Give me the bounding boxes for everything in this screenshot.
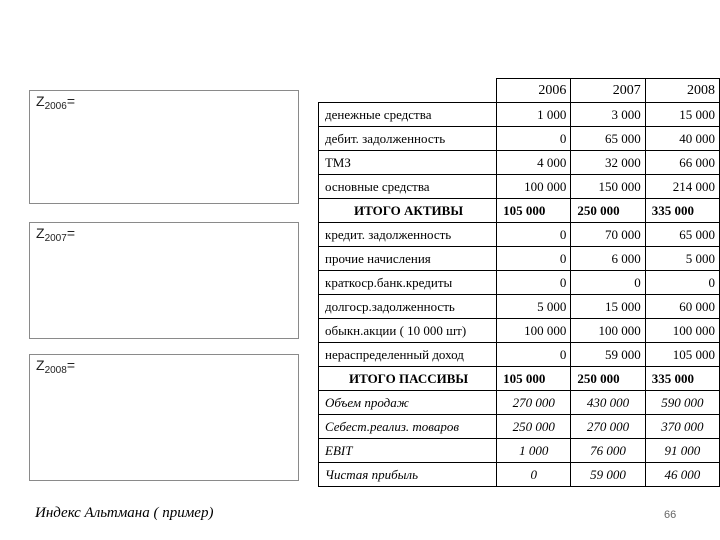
value-cell-2007: 32 000 (571, 151, 645, 175)
value-cell-2007: 250 000 (571, 199, 645, 223)
value-cell-2008: 105 000 (645, 343, 719, 367)
table-row (319, 367, 720, 391)
row-label: прочие начисления (319, 247, 497, 271)
table-row (319, 199, 720, 223)
row-label: ТМЗ (319, 151, 497, 175)
value-cell-2006: 270 000 (497, 391, 571, 415)
value-cell-2007: 250 000 (571, 367, 645, 391)
row-label: обыкн.акции ( 10 000 шт) (319, 319, 497, 343)
value-cell-2008: 91 000 (645, 439, 719, 463)
table-row (319, 247, 720, 271)
table-row (319, 439, 720, 463)
value-cell-2007: 270 000 (571, 415, 645, 439)
table-row (319, 391, 720, 415)
value-cell-2007: 65 000 (571, 127, 645, 151)
value-cell-2008: 370 000 (645, 415, 719, 439)
z-2007-box (29, 222, 299, 339)
value-cell-2008: 0 (645, 271, 719, 295)
value-cell-2007: 59 000 (571, 343, 645, 367)
value-cell-2008: 60 000 (645, 295, 719, 319)
value-cell-2008: 40 000 (645, 127, 719, 151)
table-row (319, 463, 720, 487)
value-cell-2007: 150 000 (571, 175, 645, 199)
slide-title: Индекс Альтмана ( пример) (35, 505, 214, 521)
value-cell-2008: 335 000 (645, 199, 719, 223)
value-cell-2007: 15 000 (571, 295, 645, 319)
value-cell-2008: 65 000 (645, 223, 719, 247)
value-cell-2006: 0 (497, 223, 571, 247)
value-cell-2007: 59 000 (571, 463, 645, 487)
row-label: денежные средства (319, 103, 497, 127)
table-row (319, 295, 720, 319)
value-cell-2007: 0 (571, 271, 645, 295)
row-label: краткоср.банк.кредиты (319, 271, 497, 295)
value-cell-2008: 15 000 (645, 103, 719, 127)
z-2007-label: $Z_{2007}=$ (36, 225, 75, 244)
value-cell-2007: 100 000 (571, 319, 645, 343)
value-cell-2006: 0 (497, 343, 571, 367)
year-header-2008: 2008 (645, 79, 719, 103)
table-row (319, 127, 720, 151)
value-cell-2006: 0 (497, 127, 571, 151)
financial-table (318, 78, 720, 487)
value-cell-2006: 105 000 (497, 199, 571, 223)
table-row (319, 415, 720, 439)
value-cell-2006: 0 (497, 247, 571, 271)
year-header-2007: 2007 (571, 79, 645, 103)
value-cell-2006: 4 000 (497, 151, 571, 175)
z-2008-label: $Z_{2008}=$ (36, 357, 75, 376)
value-cell-2007: 76 000 (571, 439, 645, 463)
value-cell-2007: 430 000 (571, 391, 645, 415)
value-cell-2008: 590 000 (645, 391, 719, 415)
value-cell-2008: 214 000 (645, 175, 719, 199)
table-row (319, 103, 720, 127)
z-2006-box (29, 90, 299, 204)
table-header-row (319, 79, 720, 103)
row-label: дебит. задолженность (319, 127, 497, 151)
row-label: нераспределенный доход (319, 343, 497, 367)
table-row (319, 319, 720, 343)
row-label: ИТОГО ПАССИВЫ (319, 367, 497, 391)
row-label: ИТОГО АКТИВЫ (319, 199, 497, 223)
value-cell-2006: 0 (497, 271, 571, 295)
row-label: Чистая прибыль (319, 463, 497, 487)
table-row (319, 343, 720, 367)
row-label: Объем продаж (319, 391, 497, 415)
row-label: Себест.реализ. товаров (319, 415, 497, 439)
value-cell-2007: 3 000 (571, 103, 645, 127)
table-row (319, 271, 720, 295)
value-cell-2006: 5 000 (497, 295, 571, 319)
row-label: долгоср.задолженность (319, 295, 497, 319)
value-cell-2006: 105 000 (497, 367, 571, 391)
value-cell-2006: 100 000 (497, 175, 571, 199)
value-cell-2008: 46 000 (645, 463, 719, 487)
value-cell-2006: 100 000 (497, 319, 571, 343)
value-cell-2007: 70 000 (571, 223, 645, 247)
value-cell-2008: 335 000 (645, 367, 719, 391)
row-label: кредит. задолженность (319, 223, 497, 247)
z-2008-box (29, 354, 299, 481)
value-cell-2006: 1 000 (497, 103, 571, 127)
table-row (319, 151, 720, 175)
row-label: EBIT (319, 439, 497, 463)
z-2006-label: $Z_{2006}=$ (36, 93, 75, 112)
value-cell-2008: 66 000 (645, 151, 719, 175)
page-number: 66 (664, 509, 677, 521)
value-cell-2006: 1 000 (497, 439, 571, 463)
header-blank-cell (319, 79, 497, 103)
value-cell-2006: 250 000 (497, 415, 571, 439)
year-header-2006: 2006 (497, 79, 571, 103)
table-row (319, 223, 720, 247)
value-cell-2008: 5 000 (645, 247, 719, 271)
value-cell-2008: 100 000 (645, 319, 719, 343)
value-cell-2007: 6 000 (571, 247, 645, 271)
value-cell-2006: 0 (497, 463, 571, 487)
table-row (319, 175, 720, 199)
row-label: основные средства (319, 175, 497, 199)
